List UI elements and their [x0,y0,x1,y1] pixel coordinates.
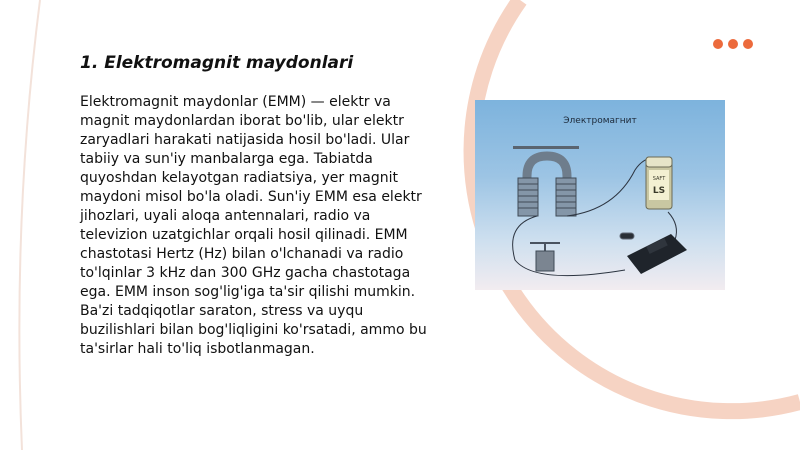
figure-label: Электромагнит [563,116,637,126]
top-rod [513,146,579,149]
battery-model-text: LS [652,186,666,196]
battery-brand-text: SAFT [652,176,666,182]
dot [728,39,738,49]
arc-left [19,0,40,450]
right-coil [556,178,576,216]
menu-dots [713,39,753,49]
slide-body-text: Elektromagnit maydonlar (EMM) — elektr va magnit maydonlardan iborat bo'lib, ular elektr zaryadlari harakati natijasida hosil bo'ladi. Ular tabiiy va sun'iy manbalarga ega. Tabiatda quyoshdan kelayotgan radiatsiya, yer magnit maydoni misol bo'la oladi. Sun'iy EMM esa elektr jihozlari, uyali aloqa antennalari, radio va televizion uzatgichlar orqali hosil qilinadi. EMM chastotasi Hertz (Hz) bilan o'lchanadi va radio to'lqinlar 3 kHz dan 300 GHz gacha chastotaga ega. EMM inson sog'lig'iga ta'sir qilishi mumkin. Ba'zi tadqiqotlar saraton, stress va uyqu buzilishlari bilan bog'liqligini ko'rsatadi, ammo bu ta'sirlar hali to'liq isbotlanmagan. [80,94,427,357]
wire [513,216,625,276]
weight [536,251,554,271]
switch [620,233,687,274]
slide-title: 1. Elektromagnit maydonlari [80,53,354,73]
left-coil [518,178,538,216]
dot [713,39,723,49]
battery [646,157,672,209]
dot [743,39,753,49]
electromagnet-illustration [475,100,725,290]
